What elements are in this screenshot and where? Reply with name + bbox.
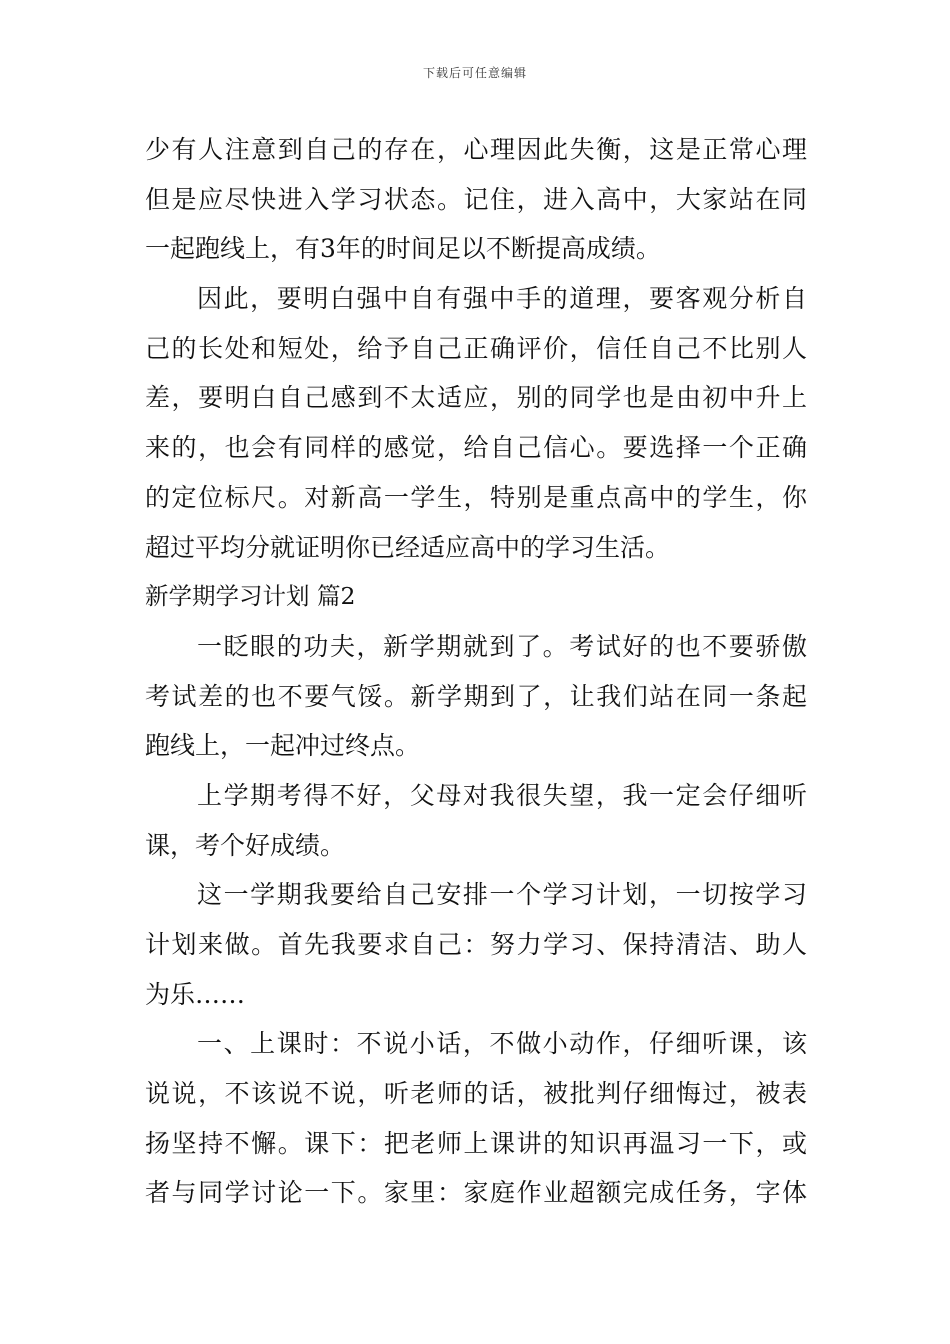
text-line: 扬坚持不懈。课下：把老师上课讲的知识再温习一下，或 xyxy=(145,1128,807,1158)
text-line: 考试差的也不要气馁。新学期到了，让我们站在同一条起 xyxy=(145,681,807,711)
text-line: 计划来做。首先我要求自己：努力学习、保持清洁、助人 xyxy=(145,930,807,959)
text-line: 己的长处和短处，给予自己正确评价，信任自己不比别人 xyxy=(145,333,807,363)
page-header: 下载后可任意编辑 xyxy=(422,66,527,80)
text-line: 少有人注意到自己的存在，心理因此失衡，这是正常心理 xyxy=(145,135,807,164)
text-line: 者与同学讨论一下。家里：家庭作业超额完成任务，字体 xyxy=(145,1178,807,1208)
text-line: 来的，也会有同样的感觉，给自己信心。要选择一个正确 xyxy=(145,433,807,463)
text-line: 差，要明白自己感到不太适应，别的同学也是由初中升上 xyxy=(145,383,807,413)
text-line: 一起跑线上，有3年的时间足以不断提高成绩。 xyxy=(145,234,661,264)
text-line: 超过平均分就证明你已经适应高中的学习生活。 xyxy=(145,532,671,562)
document-body xyxy=(145,125,807,1218)
text-line: 说说，不该说不说，听老师的话，被批判仔细悔过，被表 xyxy=(145,1079,807,1109)
text-line: 但是应尽快进入学习状态。记住，进入高中，大家站在同 xyxy=(145,184,807,214)
text-line: 一眨眼的功夫，新学期就到了。考试好的也不要骄傲 xyxy=(197,631,807,661)
text-line: 因此，要明白强中自有强中手的道理，要客观分析自 xyxy=(197,284,807,314)
section-heading: 新学期学习计划 篇2 xyxy=(145,582,356,611)
text-line: 一、上课时：不说小话，不做小动作，仔细听课，该 xyxy=(197,1029,807,1059)
text-line: 这一学期我要给自己安排一个学习计划，一切按学习 xyxy=(197,880,807,910)
text-line: 为乐…… xyxy=(145,979,246,1009)
text-line: 的定位标尺。对新高一学生，特别是重点高中的学生，你 xyxy=(145,482,807,512)
text-line: 课，考个好成绩。 xyxy=(145,830,346,860)
text-line: 上学期考得不好，父母对我很失望，我一定会仔细听 xyxy=(197,780,807,810)
text-line: 跑线上，一起冲过终点。 xyxy=(145,731,421,761)
